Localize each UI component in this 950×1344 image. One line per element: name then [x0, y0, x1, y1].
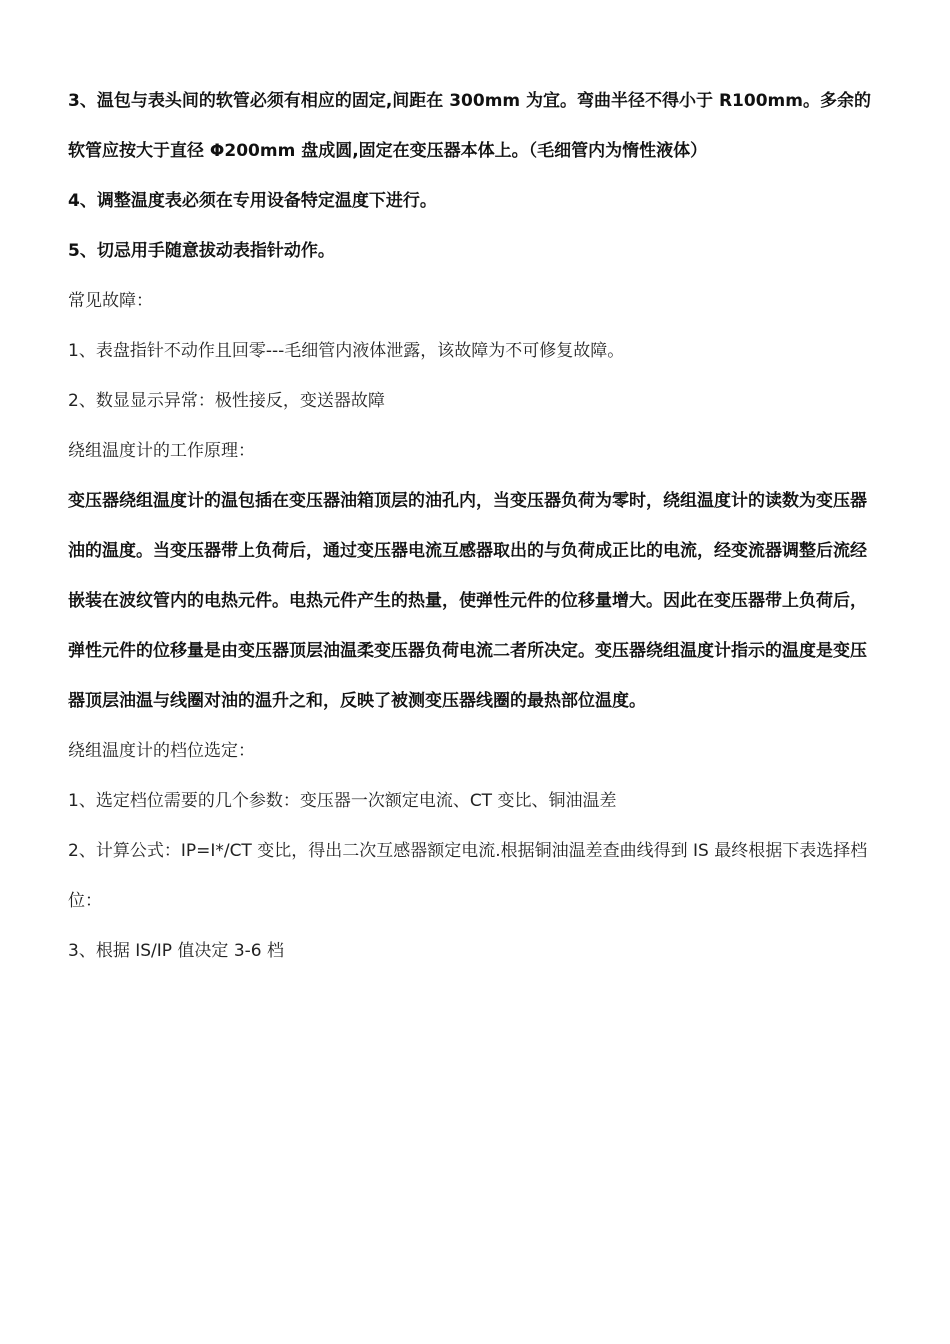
fault-item-2: 2、数显显示异常：极性接反，变送器故障 [68, 391, 385, 411]
install-note-4: 4、调整温度表必须在专用设备特定温度下进行。 [68, 191, 437, 211]
gear-selection-heading: 绕组温度计的档位选定： [68, 741, 255, 761]
install-note-5: 5、切忌用手随意拔动表指针动作。 [68, 241, 335, 261]
principle-heading: 绕组温度计的工作原理： [68, 441, 255, 461]
gear-selection-item-1: 1、选定档位需要的几个参数：变压器一次额定电流、CT 变比、铜油温差 [68, 791, 617, 811]
principle-body: 变压器绕组温度计的温包插在变压器油箱顶层的油孔内，当变压器负荷为零时，绕组温度计的读数为变压器油的温度。当变压器带上负荷后，通过变压器电流互感器取出的与负荷成正比的电流，经变流器调整后流经嵌装在波纹管内的电热元件。电热元件产生的热量，使弹性元件的位移量增大。因此在变压器带上负荷后，弹性元件的位移量是由变压器顶层油温柔变压器负荷电流二者所决定。变压器绕组温度计指示的温度是变压器顶层油温与线圈对油的温升之和，反映了被测变压器线圈的最热部位温度。 [68, 491, 867, 711]
gear-selection-item-3: 3、根据 IS/IP 值决定 3-6 档 [68, 941, 284, 961]
fault-item-1: 1、表盘指针不动作且回零---毛细管内液体泄露，该故障为不可修复故障。 [68, 341, 625, 361]
install-note-3: 3、温包与表头间的软管必须有相应的固定,间距在 300mm 为宜。弯曲半径不得小于 R100mm。多余的软管应按大于直径 Φ200mm 盘成圆,固定在变压器本体上。（毛细管内为惰性液体） [68, 91, 871, 161]
document-page [68, 76, 883, 976]
gear-selection-item-2: 2、计算公式：IP=I*/CT 变比，得出二次互感器额定电流.根据铜油温差查曲线得到 IS 最终根据下表选择档位： [68, 841, 868, 911]
faults-heading: 常见故障： [68, 291, 153, 311]
